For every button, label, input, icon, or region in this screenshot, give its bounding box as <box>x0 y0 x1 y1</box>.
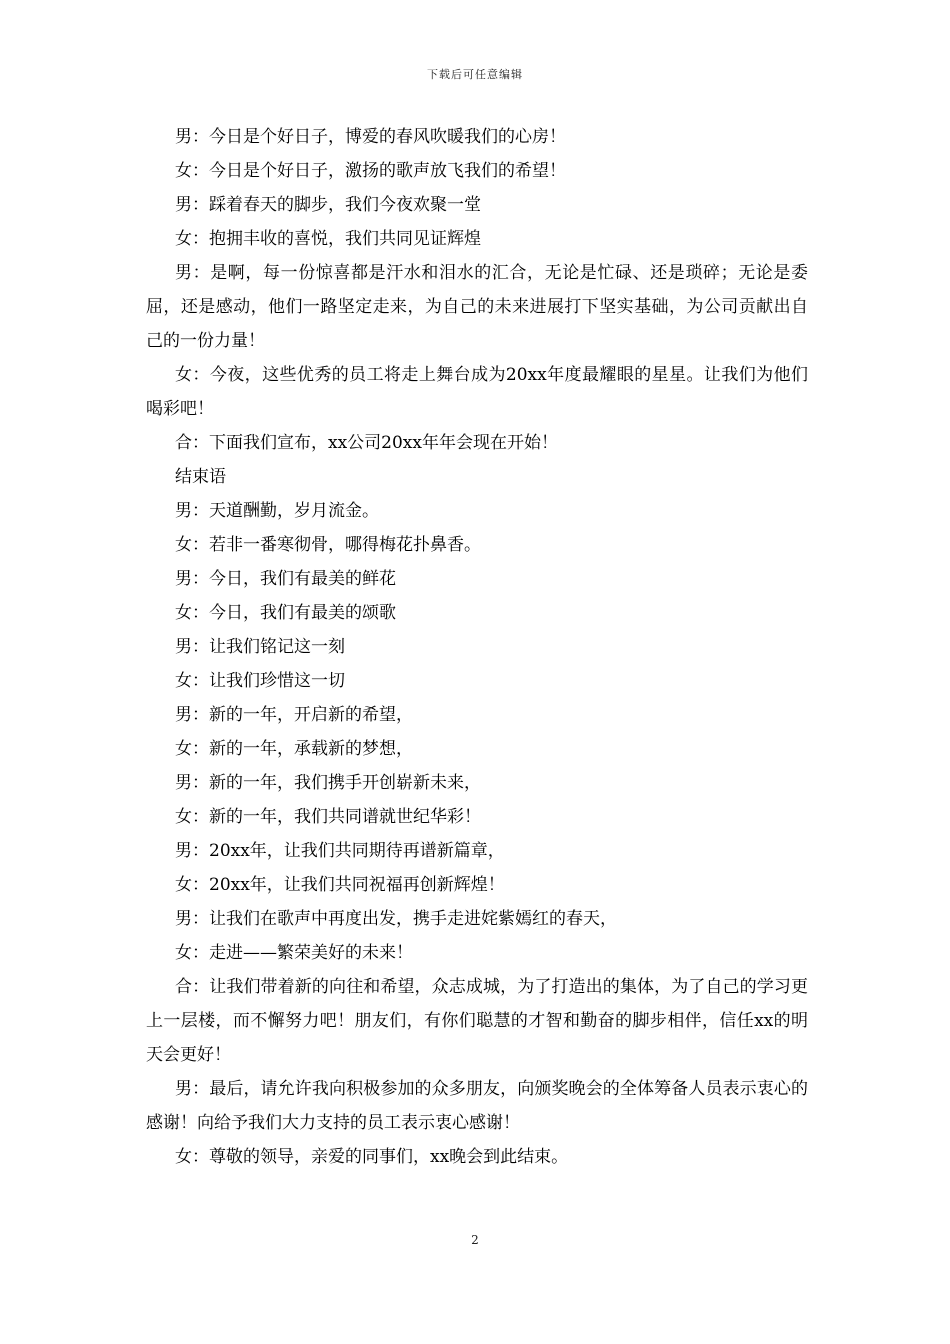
paragraph: 女：若非一番寒彻骨，哪得梅花扑鼻香。 <box>175 535 481 555</box>
page-header: 下载后可任意编辑 <box>427 68 523 81</box>
paragraph: 女：新的一年，我们共同谱就世纪华彩！ <box>175 807 481 827</box>
paragraph: 女：走进——繁荣美好的未来！ <box>175 943 413 963</box>
paragraph: 男：新的一年，开启新的希望， <box>175 705 413 725</box>
paragraph: 男：20xx年，让我们共同期待再谱新篇章， <box>175 841 505 861</box>
paragraph: 女：今夜，这些优秀的员工将走上舞台成为20xx年度最耀眼的星星。让我们为他们喝彩吧！ <box>146 365 808 419</box>
section-heading: 结束语 <box>175 467 226 487</box>
paragraph: 女：新的一年，承载新的梦想， <box>175 739 413 759</box>
paragraph: 合：让我们带着新的向往和希望，众志成城，为了打造出的集体，为了自己的学习更上一层楼，而不懈努力吧！朋友们，有你们聪慧的才智和勤奋的脚步相伴，信任xx的明天会更好！ <box>146 977 808 1065</box>
document-body <box>146 120 808 1174</box>
paragraph: 男：新的一年，我们携手开创崭新未来， <box>175 773 481 793</box>
paragraph: 男：今日是个好日子，博爱的春风吹暖我们的心房！ <box>175 127 566 147</box>
paragraph: 女：尊敬的领导，亲爱的同事们，xx晚会到此结束。 <box>175 1147 569 1167</box>
paragraph: 男：最后，请允许我向积极参加的众多朋友，向颁奖晚会的全体筹备人员表示衷心的感谢！向给予我们大力支持的员工表示衷心感谢！ <box>146 1079 808 1133</box>
page-number: 2 <box>471 1233 479 1247</box>
paragraph: 女：今日，我们有最美的颂歌 <box>175 603 396 623</box>
paragraph: 女：让我们珍惜这一切 <box>175 671 345 691</box>
paragraph: 男：让我们在歌声中再度出发，携手走进姹紫嫣红的春天， <box>175 909 617 929</box>
paragraph: 女：抱拥丰收的喜悦，我们共同见证辉煌 <box>175 229 481 249</box>
paragraph: 男：天道酬勤，岁月流金。 <box>175 501 379 521</box>
paragraph: 男：踩着春天的脚步，我们今夜欢聚一堂 <box>175 195 481 215</box>
paragraph: 男：让我们铭记这一刻 <box>175 637 345 657</box>
paragraph: 女：今日是个好日子，激扬的歌声放飞我们的希望！ <box>175 161 566 181</box>
paragraph: 合：下面我们宣布，xx公司20xx年年会现在开始！ <box>175 433 558 453</box>
paragraph: 女：20xx年，让我们共同祝福再创新辉煌！ <box>175 875 505 895</box>
paragraph: 男：今日，我们有最美的鲜花 <box>175 569 396 589</box>
paragraph: 男：是啊，每一份惊喜都是汗水和泪水的汇合，无论是忙碌、还是琐碎；无论是委屈，还是感动，他们一路坚定走来，为自己的未来进展打下坚实基础，为公司贡献出自己的一份力量！ <box>146 263 808 351</box>
